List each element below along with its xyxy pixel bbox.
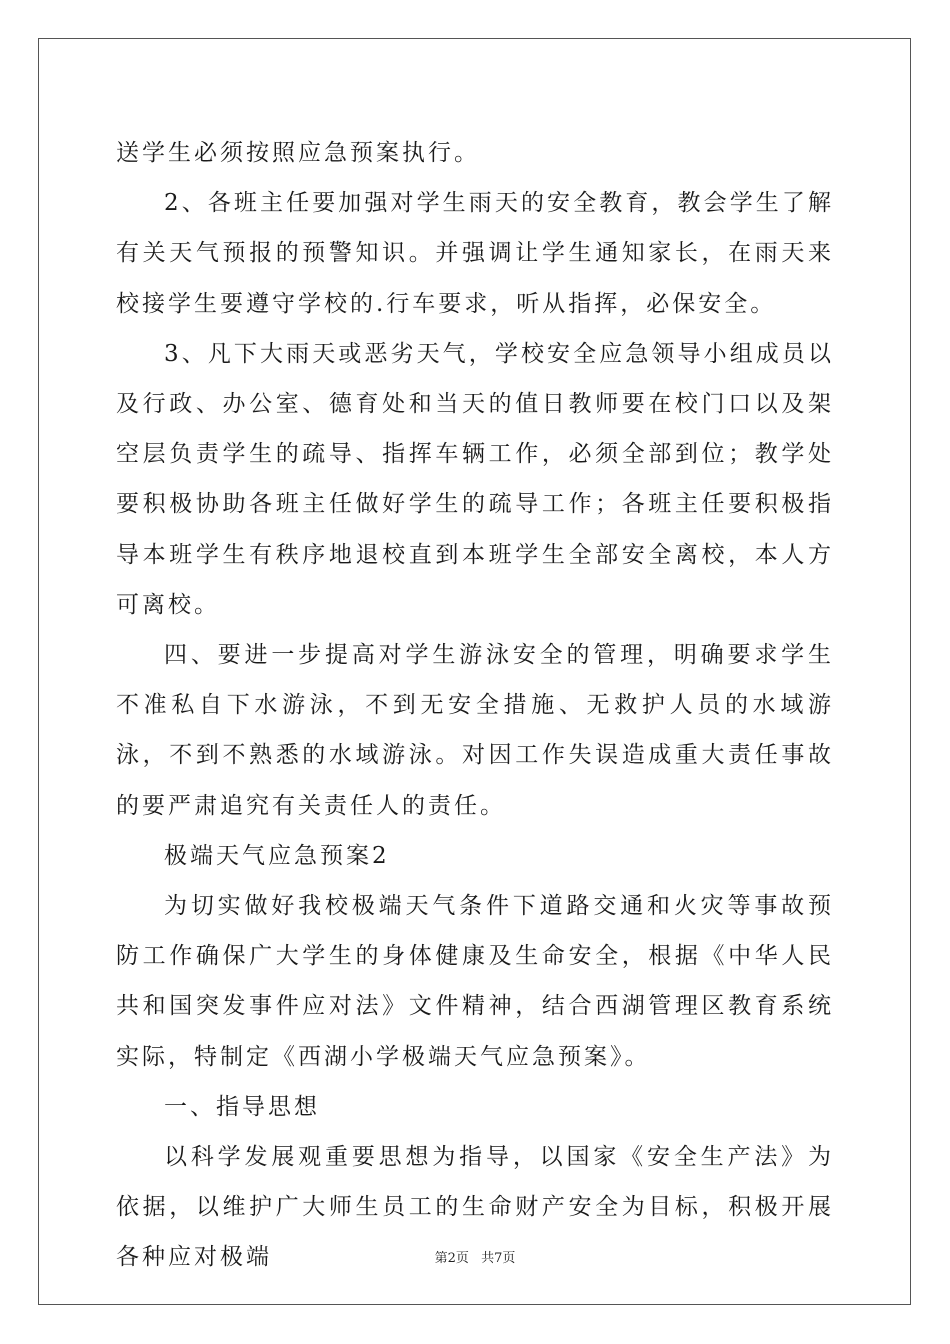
- page-footer: [0, 1247, 950, 1266]
- page-total: 共7页: [481, 1251, 516, 1266]
- section-title: 极端天气应急预案2: [164, 842, 390, 869]
- section-heading: 一、指导思想: [164, 1093, 320, 1120]
- paragraph: 送学生必须按照应急预案执行。: [116, 140, 480, 166]
- paragraph: 为切实做好我校极端天气条件下道路交通和火灾等事故预防工作确保广大学生的身体健康及生命安全，根据《中华人民共和国突发事件应对法》文件精神，结合西湖管理区教育系统实际，特制定《西湖小学极端天气应急预案》。: [116, 893, 834, 1070]
- paragraph: 2、各班主任要加强对学生雨天的安全教育，教会学生了解有关天气预报的预警知识。并强调让学生通知家长，在雨天来校接学生要遵守学校的.行车要求，听从指挥，必保安全。: [116, 190, 834, 317]
- document-body: [116, 128, 834, 1283]
- paragraph: 四、要进一步提高对学生游泳安全的管理，明确要求学生不准私自下水游泳，不到无安全措施、无救护人员的水域游泳，不到不熟悉的水域游泳。对因工作失误造成重大责任事故的要严肃追究有关责任人的责任。: [116, 642, 834, 819]
- page-number: 第2页: [434, 1251, 469, 1266]
- paragraph: 3、凡下大雨天或恶劣天气，学校安全应急领导小组成员以及行政、办公室、德育处和当天的值日教师要在校门口以及架空层负责学生的疏导、指挥车辆工作，必须全部到位；教学处要积极协助各班主任做好学生的疏导工作；各班主任要积极指导本班学生有秩序地退校直到本班学生全部安全离校，本人方可离校。: [116, 340, 834, 618]
- paragraph: 以科学发展观重要思想为指导，以国家《安全生产法》为依据，以维护广大师生员工的生命财产安全为目标，积极开展各种应对极端: [116, 1144, 834, 1271]
